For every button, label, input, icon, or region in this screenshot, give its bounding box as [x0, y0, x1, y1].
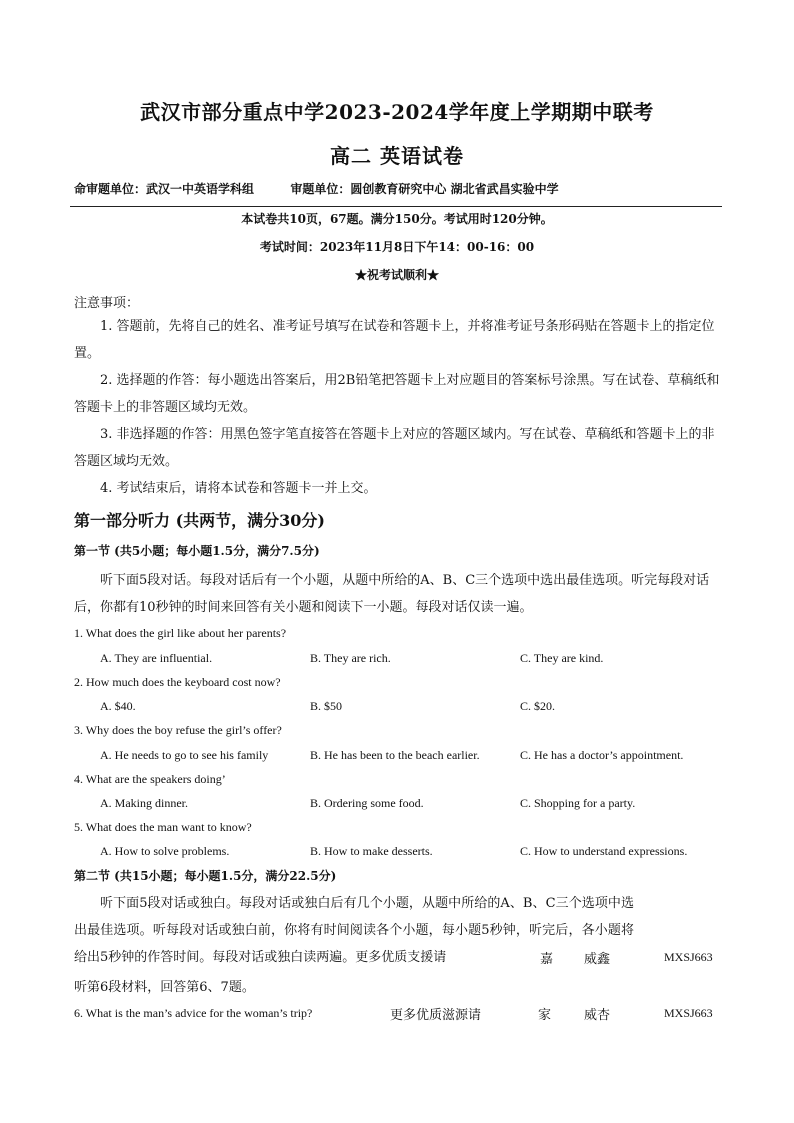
watermark-code-2: MXSJ663 [664, 1006, 713, 1020]
question-3: 3. Why does the boy refuse the girl’s offer? [74, 723, 282, 737]
exam-wish: ★祝考试顺利★ [354, 268, 439, 282]
watermark-text-1a: 嘉 [540, 952, 554, 967]
section2-instructions: 听下面5段对话或独白。每段对话或独白后有几个小题，从题中所给的A、B、C三个选项中选出最佳选项。听每段对话或独白前，你将有时间阅读各个小题，每小题5秒钟，听完后，各小题将给出5秒钟的作答时间。每段对话或独白读两遍。更多优质支援请 [74, 896, 634, 965]
note-item-1: 1. 答题前，先将自己的姓名、准考证号填写在试卷和答题卡上，并将准考证号条形码贴在答题卡上的指定位置。 [74, 319, 715, 361]
option-c: C. $20. [520, 699, 556, 713]
option-b: B. Ordering some food. [310, 796, 424, 810]
option-a: A. How to solve problems. [100, 844, 230, 858]
part1-title: 第一部分听力 (共两节，满分30分) [74, 511, 325, 530]
note-item-3: 3. 非选择题的作答：用黑色签字笔直接答在答题卡上对应的答题区域内。写在试卷、草稿纸和答题卡上的非答题区域均无效。 [74, 427, 715, 469]
option-a: A. $40. [100, 699, 136, 713]
review-unit: 审题单位：圆创教育研究中心 湖北省武昌实验中学 [290, 182, 559, 196]
note-item-4: 4. 考试结束后，请将本试卷和答题卡一并上交。 [100, 481, 377, 496]
question-6: 6. What is the man’s advice for the woman’s trip? [74, 1006, 313, 1020]
exam-time: 考试时间：2023年11月8日下午14：00-16：00 [259, 240, 535, 254]
question-1: 1. What does the girl like about her parents? [74, 626, 287, 640]
note-item-2: 2. 选择题的作答：每小题选出答案后，用2B铅笔把答题卡上对应题目的答案标号涂黑。写在试卷、草稿纸和答题卡上的非答题区域均无效。 [74, 373, 720, 415]
exam-title: 武汉市部分重点中学2023-2024学年度上学期期中联考 [140, 100, 654, 124]
option-c: C. They are kind. [520, 651, 604, 665]
section2-title: 第二节 (共15小题；每小题1.5分，满分22.5分) [74, 869, 337, 883]
option-a: A. Making dinner. [100, 796, 188, 810]
section2-subinstruction: 听第6段材料，回答第6、7题。 [74, 980, 255, 995]
author-unit: 命审题单位：武汉一中英语学科组 [74, 182, 255, 196]
option-a: A. He needs to go to see his family [100, 748, 269, 762]
notes-title: 注意事项： [74, 296, 140, 311]
question-2: 2. How much does the keyboard cost now? [74, 675, 281, 689]
section1-title: 第一节 (共5小题；每小题1.5分，满分7.5分) [74, 544, 320, 558]
watermark-text-2: 更多优质滋源请 [390, 1008, 482, 1023]
option-b: B. He has been to the beach earlier. [310, 748, 480, 762]
option-b: B. How to make desserts. [310, 844, 433, 858]
watermark-text-1b: 威鑫 [584, 952, 611, 967]
option-b: B. $50 [310, 699, 343, 713]
question-5: 5. What does the man want to know? [74, 820, 252, 834]
watermark-text-2b: 威杏 [584, 1008, 611, 1023]
watermark-code-1: MXSJ663 [664, 950, 713, 964]
exam-subtitle: 高二 英语试卷 [330, 144, 464, 168]
units-line [74, 180, 559, 197]
exam-info: 本试卷共10页，67题。满分150分。考试用时120分钟。 [241, 212, 553, 226]
option-c: C. He has a doctor’s appointment. [520, 748, 684, 762]
header-divider [70, 206, 722, 207]
option-c: C. How to understand expressions. [520, 844, 688, 858]
option-b: B. They are rich. [310, 651, 391, 665]
watermark-text-2a: 家 [538, 1008, 552, 1023]
option-c: C. Shopping for a party. [520, 796, 636, 810]
section1-instructions: 听下面5段对话。每段对话后有一个小题，从题中所给的A、B、C三个选项中选出最佳选项。听完每段对话后，你都有10秒钟的时间来回答有关小题和阅读下一小题。每段对话仅读一遍。 [74, 573, 710, 615]
option-a: A. They are influential. [100, 651, 213, 665]
question-4: 4. What are the speakers doing’ [74, 772, 226, 786]
